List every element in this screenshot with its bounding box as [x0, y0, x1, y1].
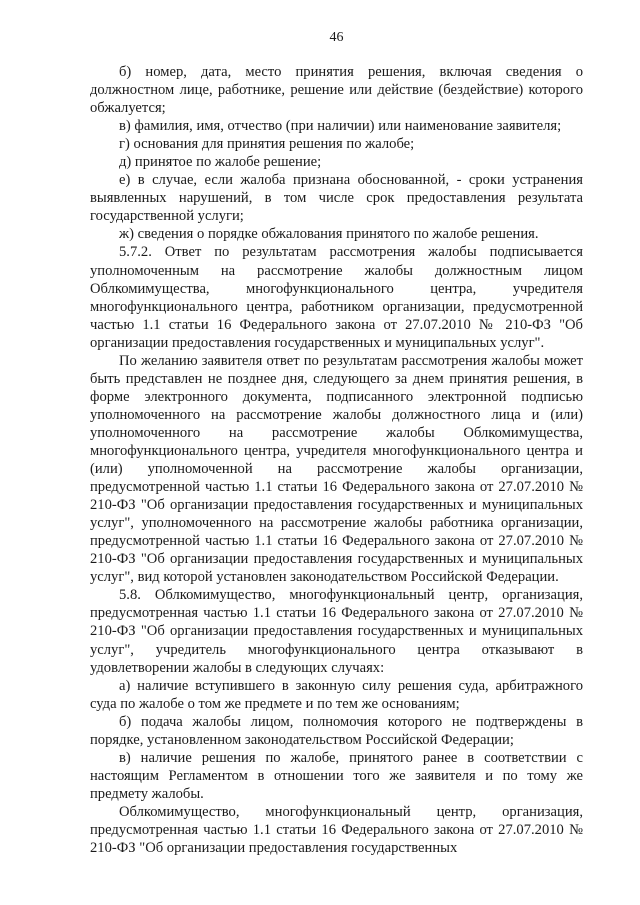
- page-number: 46: [329, 30, 344, 45]
- paragraph-item-zh: ж) сведения о порядке обжалования принятого по жалобе решения.: [119, 226, 539, 243]
- paragraph-refusal-v: в) наличие решения по жалобе, принятого ранее в соответствии с настоящим Регламентом в отношении того же заявителя и по тому же предмету жалобы.: [90, 749, 583, 802]
- paragraph-continuation: Облкомимущество, многофункциональный центр, организация, предусмотренная частью 1.1 статьи 16 Федерального закона от 27.07.2010 № 210-ФЗ "Об организации предоставления государственных: [90, 803, 583, 857]
- document-body: [90, 63, 583, 857]
- paragraph-electronic-answer: По желанию заявителя ответ по результатам рассмотрения жалобы может быть представлен не позднее дня, следующего за днем принятия решения, в форме электронного документа, подписанного электронной подписью уполномоченного на рассмотрение жалобы должностного лица и (или) уполномоченного на рассмотрение жалобы Облкомимущества, многофункционального центра, учредителя многофункционального центра и (или) уполномоченной на рассмотрение жалобы организации, предусмотренной частью 1.1 статьи 16 Федерального закона от 27.07.2010 № 210-ФЗ "Об организации предоставления государственных и муниципальных услуг", уполномоченного на рассмотрение жалобы работника организации, предусмотренной частью 1.1 статьи 16 Федерального закона от 27.07.2010 № 210-ФЗ "Об организации предоставления государственных и муниципальных услуг", вид которой установлен законодательством Российской Федерации.: [90, 352, 583, 586]
- paragraph-item-e: е) в случае, если жалоба признана обоснованной, - сроки устранения выявленных нарушений, в том числе срок предоставления результата государственной услуги;: [90, 172, 583, 225]
- paragraph-5-8: 5.8. Облкомимущество, многофункциональный центр, организация, предусмотренная частью 1.1 статьи 16 Федерального закона от 27.07.2010 № 210-ФЗ "Об организации предоставления государственных и муниципальных услуг", учредитель многофункционального центра отказывают в удовлетворении жалобы в следующих случаях:: [90, 587, 583, 676]
- paragraph-refusal-b: б) подача жалобы лицом, полномочия которого не подтверждены в порядке, установленном законодательством Российской Федерации;: [90, 713, 583, 748]
- paragraph-item-d: д) принятое по жалобе решение;: [119, 154, 322, 171]
- paragraph-item-v: в) фамилия, имя, отчество (при наличии) или наименование заявителя;: [119, 118, 562, 135]
- paragraph-5-7-2: 5.7.2. Ответ по результатам рассмотрения жалобы подписывается уполномоченным на рассмотрение жалобы должностным лицом Облкомимущества, многофункционального центра, учредителя многофункционального центра, работником организации, предусмотренной частью 1.1 статьи 16 Федерального закона от 27.07.2010 № 210-ФЗ "Об организации предоставления государственных и муниципальных услуг".: [90, 244, 583, 351]
- paragraph-refusal-a: а) наличие вступившего в законную силу решения суда, арбитражного суда по жалобе о том же предмете и по тем же основаниям;: [90, 677, 583, 712]
- paragraph-item-b: б) номер, дата, место принятия решения, включая сведения о должностном лице, работнике, решение или действие (бездействие) которого обжалуется;: [90, 64, 583, 117]
- paragraph-item-g: г) основания для принятия решения по жалобе;: [119, 136, 415, 153]
